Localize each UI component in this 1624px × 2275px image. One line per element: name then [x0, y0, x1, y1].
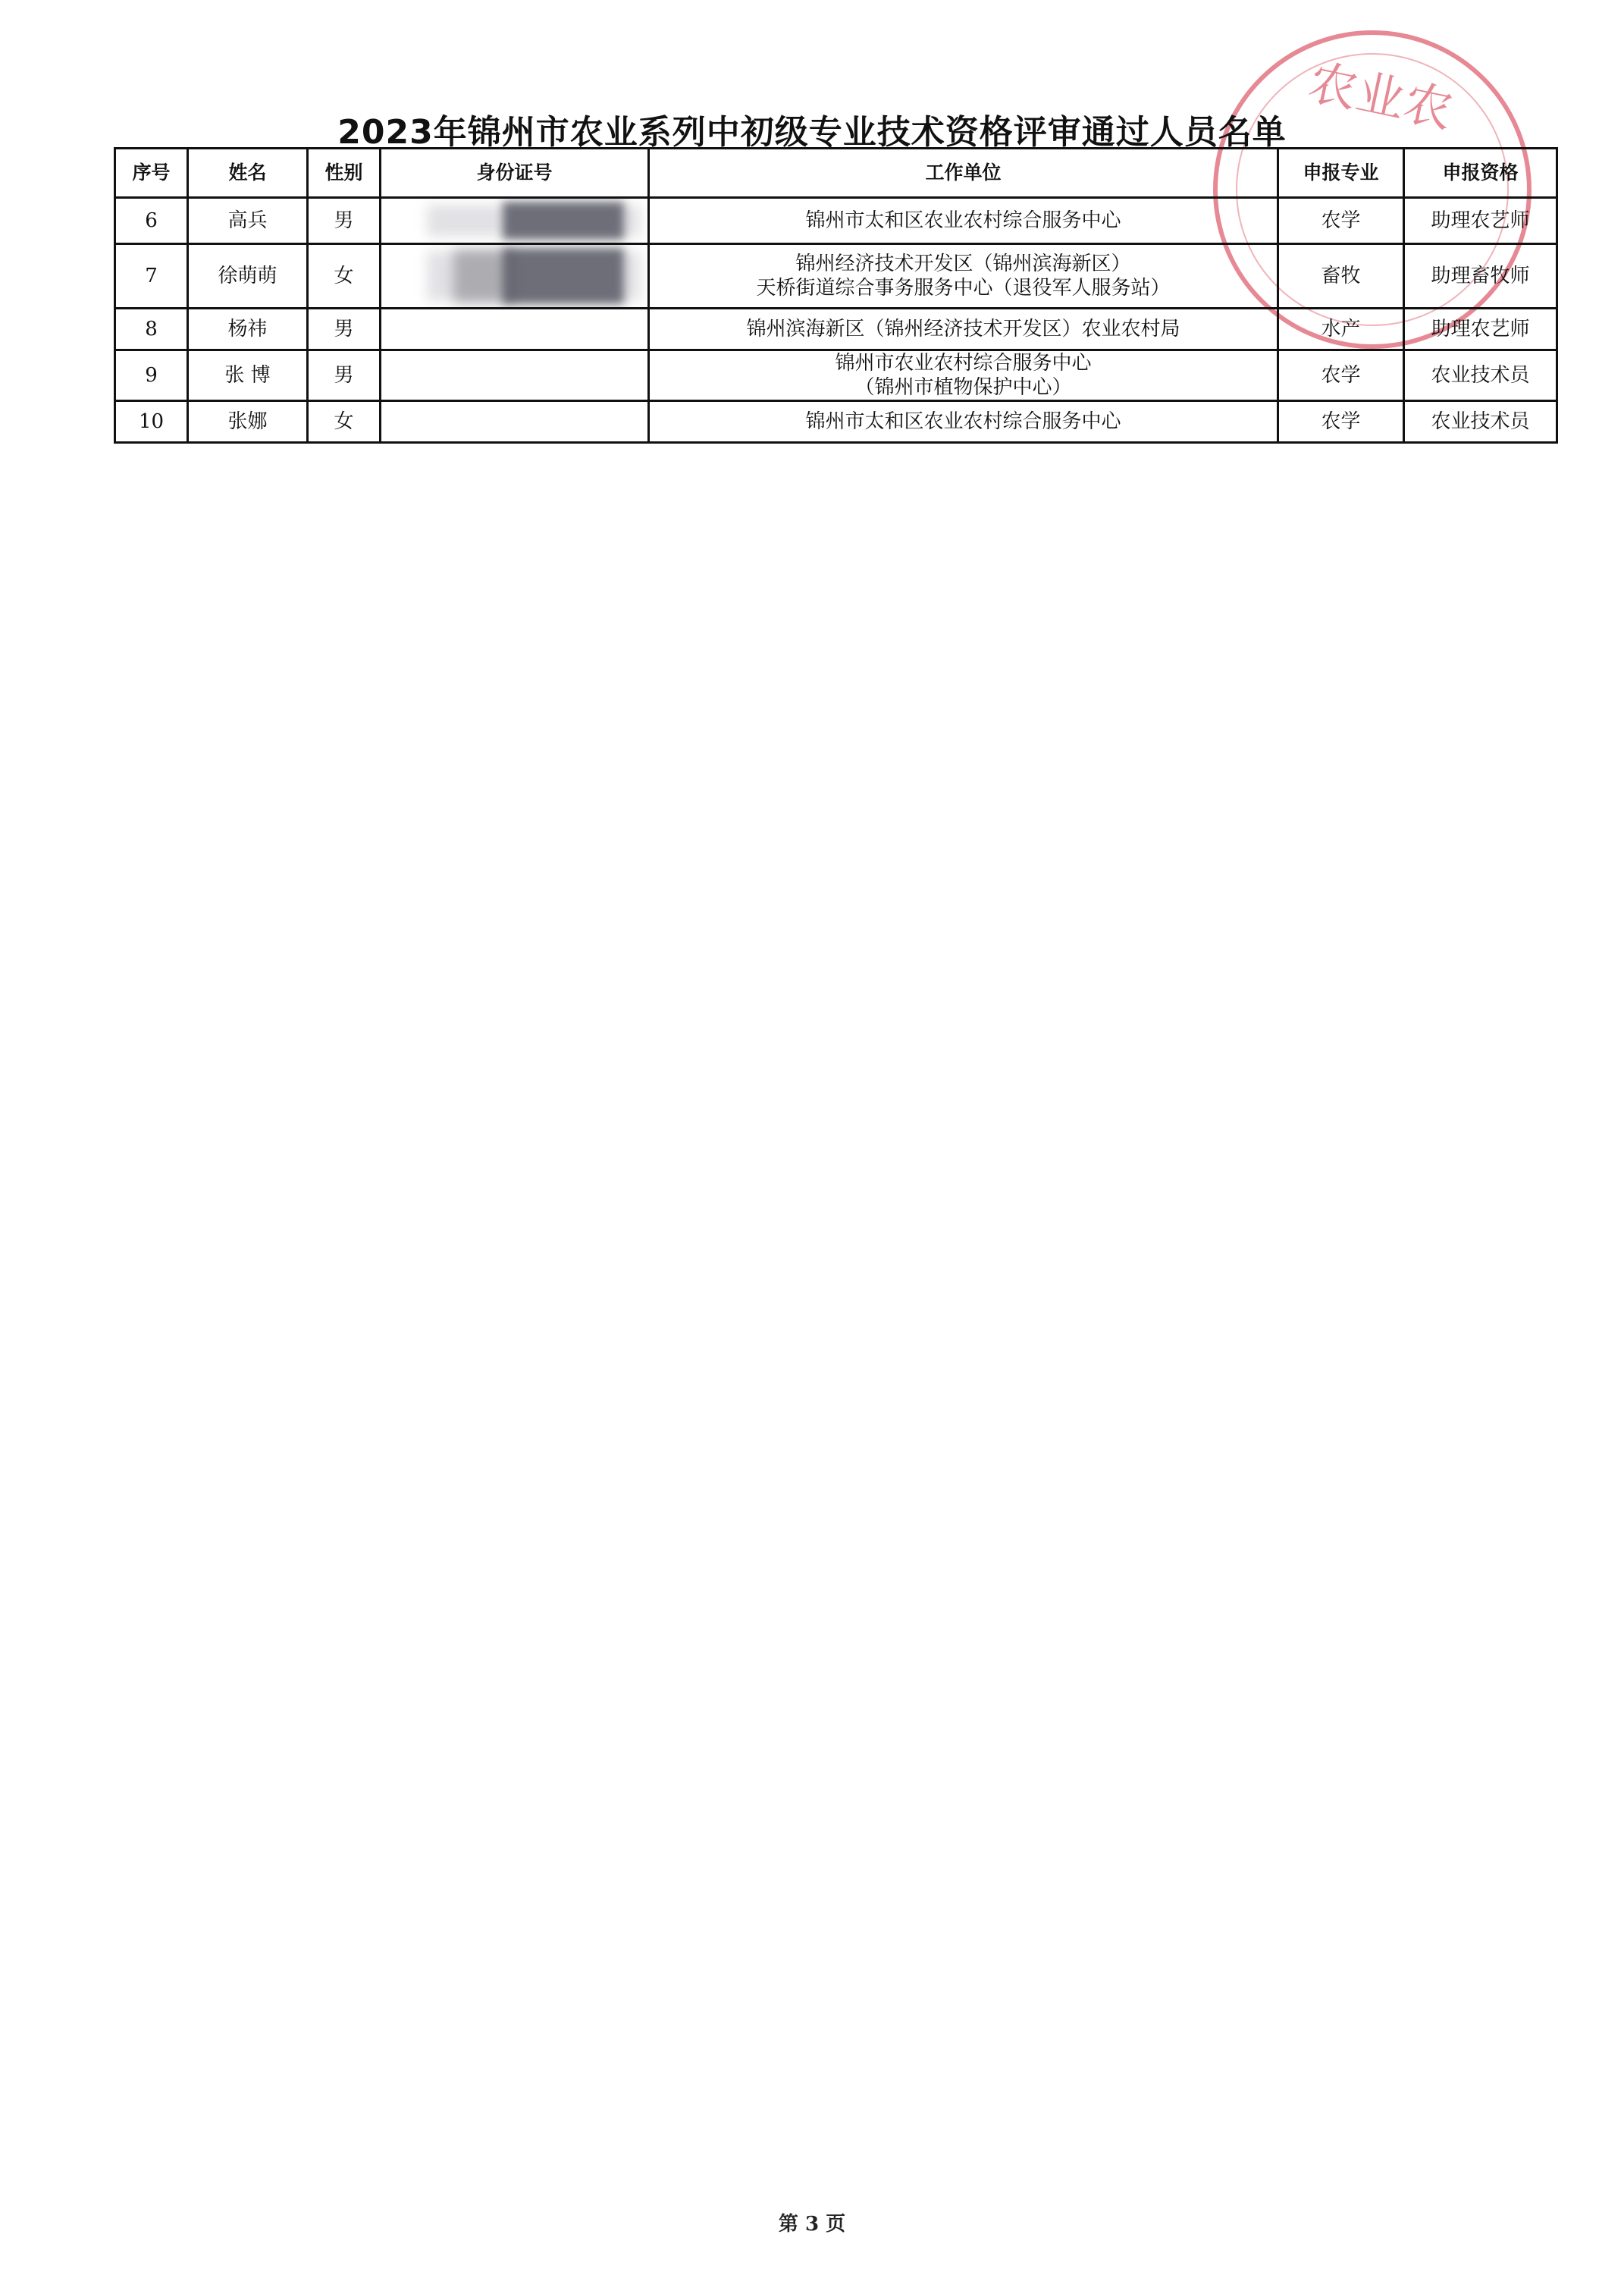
cell-no: 6 [115, 198, 188, 244]
cell-no: 10 [115, 401, 188, 443]
header-qualification: 申报资格 [1404, 149, 1557, 198]
cell-name: 张 博 [188, 350, 308, 401]
header-no: 序号 [115, 149, 188, 198]
cell-name: 张娜 [188, 401, 308, 443]
roster-table [114, 147, 1558, 444]
cell-unit-line: 锦州经济技术开发区（锦州滨海新区） [795, 253, 1131, 275]
table-row [115, 401, 1557, 443]
cell-id-redacted [381, 198, 649, 244]
cell-qualification: 助理畜牧师 [1404, 244, 1557, 309]
cell-unit-line: 锦州市太和区农业农村综合服务中心 [805, 410, 1121, 433]
cell-major: 农学 [1278, 198, 1404, 244]
cell-no: 9 [115, 350, 188, 401]
table-row [115, 244, 1557, 309]
cell-major: 农学 [1278, 401, 1404, 443]
table-row [115, 309, 1557, 350]
header-id: 身份证号 [381, 149, 649, 198]
cell-gender: 女 [308, 244, 381, 309]
cell-unit-line: 锦州滨海新区（锦州经济技术开发区）农业农村局 [746, 318, 1180, 340]
cell-id-redacted [381, 309, 649, 350]
cell-gender: 男 [308, 350, 381, 401]
cell-gender: 女 [308, 401, 381, 443]
cell-no: 8 [115, 309, 188, 350]
cell-qualification: 助理农艺师 [1404, 198, 1557, 244]
header-major: 申报专业 [1278, 149, 1404, 198]
cell-unit [649, 244, 1278, 309]
cell-name: 杨祎 [188, 309, 308, 350]
cell-unit-line: 天桥街道综合事务服务中心（退役军人服务站） [756, 277, 1171, 300]
header-unit: 工作单位 [649, 149, 1278, 198]
cell-name: 徐萌萌 [188, 244, 308, 309]
cell-major: 畜牧 [1278, 244, 1404, 309]
header-name: 姓名 [188, 149, 308, 198]
redaction-blur-dark [503, 202, 624, 240]
cell-qualification: 农业技术员 [1404, 350, 1557, 401]
document-title: 2023年锦州市农业系列中初级专业技术资格评审通过人员名单 [337, 113, 1287, 152]
cell-unit-line: 锦州市太和区农业农村综合服务中心 [805, 209, 1121, 232]
cell-unit [649, 401, 1278, 443]
cell-id-redacted [381, 350, 649, 401]
cell-unit [649, 309, 1278, 350]
cell-id-redacted [381, 401, 649, 443]
cell-qualification: 农业技术员 [1404, 401, 1557, 443]
cell-unit [649, 350, 1278, 401]
cell-name: 高兵 [188, 198, 308, 244]
cell-qualification: 助理农艺师 [1404, 309, 1557, 350]
cell-id-redacted [381, 244, 649, 309]
cell-gender: 男 [308, 198, 381, 244]
cell-unit-line: （锦州市植物保护中心） [854, 376, 1072, 399]
cell-unit [649, 198, 1278, 244]
cell-no: 7 [115, 244, 188, 309]
cell-major: 农学 [1278, 350, 1404, 401]
cell-unit-line: 锦州市农业农村综合服务中心 [835, 352, 1092, 375]
redaction-blur-dark [503, 248, 624, 304]
page-number: 第 3 页 [778, 2213, 846, 2236]
table-row [115, 198, 1557, 244]
cell-major: 水产 [1278, 309, 1404, 350]
table-header-row [115, 149, 1557, 198]
header-gender: 性别 [308, 149, 381, 198]
table-row [115, 350, 1557, 401]
cell-gender: 男 [308, 309, 381, 350]
seal-text: 农业农 [1303, 54, 1458, 140]
